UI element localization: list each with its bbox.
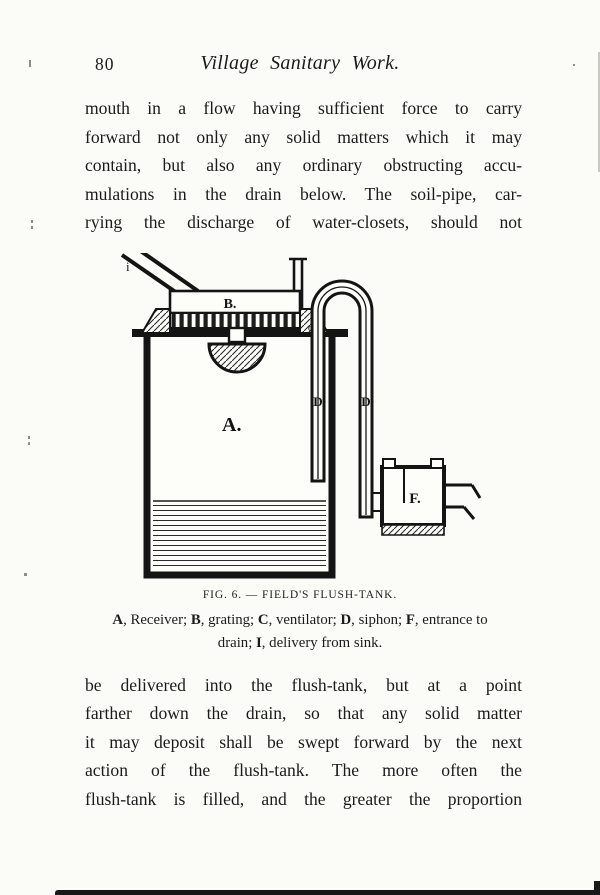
text-line: mulations in the drain below. The soil-pipe, car- xyxy=(85,183,522,204)
drain-entrance xyxy=(372,459,480,535)
scan-speck xyxy=(28,442,30,445)
scan-speck xyxy=(28,436,30,439)
scan-edge-corner xyxy=(594,881,600,895)
book-page xyxy=(0,52,600,813)
figure-caption: FIG. 6. — FIELD'S FLUSH-TANK. xyxy=(202,588,398,601)
scan-edge-bottom xyxy=(55,890,600,895)
scan-speck xyxy=(24,573,27,576)
scan-speck xyxy=(573,64,575,66)
paragraph-top xyxy=(85,94,522,237)
label-d-left: D xyxy=(313,393,323,409)
cup-stem xyxy=(229,328,245,342)
label-i: i xyxy=(126,258,130,274)
scan-speck xyxy=(31,220,33,223)
scan-speck xyxy=(29,60,31,67)
text-line: rying the discharge of water-closets, should not xyxy=(85,212,522,232)
figure-legend xyxy=(0,609,600,655)
text-line: it may deposit shall be swept forward by the next xyxy=(85,731,522,752)
figure-legend-line: drain; I, delivery from sink. xyxy=(217,634,383,651)
label-c: c xyxy=(308,322,313,334)
running-header: Village Sanitary Work. xyxy=(200,52,400,74)
label-b: B. xyxy=(223,296,237,312)
lid-support-left xyxy=(142,309,170,333)
text-line: flush-tank is filled, and the greater the proportion xyxy=(85,788,522,809)
label-f: F. xyxy=(409,490,421,507)
water-hatching xyxy=(153,501,326,569)
page-number: 80 xyxy=(95,54,115,74)
flush-tank-drawing xyxy=(82,253,482,583)
text-line: mouth in a flow having sufficient force to carry xyxy=(85,98,522,118)
text-line: farther down the drain, so that any solid matter xyxy=(85,703,522,723)
paragraph-bottom xyxy=(85,671,522,814)
text-line: action of the flush-tank. The more often the xyxy=(85,760,522,780)
grating xyxy=(170,313,300,328)
figure-legend-line: A, Receiver; B, grating; C, ventilator; D, siphon; F, entrance to xyxy=(112,611,488,628)
text-line: forward not only any solid matters which it may xyxy=(85,126,522,147)
page-header xyxy=(0,52,600,82)
scan-speck xyxy=(31,226,33,229)
text-line: contain, but also any ordinary obstructing accu- xyxy=(85,155,522,175)
figure-flush-tank xyxy=(0,253,600,655)
text-line: be delivered into the flush-tank, but at a point xyxy=(85,674,522,695)
label-d-right: D xyxy=(361,393,371,409)
label-a: A. xyxy=(222,413,242,436)
